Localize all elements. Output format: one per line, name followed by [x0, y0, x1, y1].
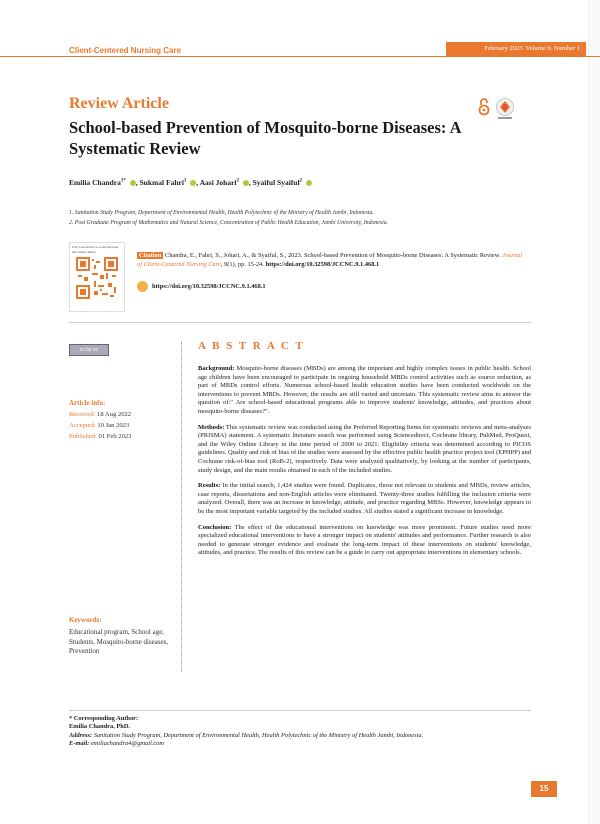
section-divider [69, 322, 531, 323]
doi-url[interactable]: https://doi.org/10.32598/JCCNC.9.1.468.1 [152, 282, 266, 290]
keywords-heading: Keywords: [69, 616, 102, 624]
page-edge [588, 0, 600, 824]
accepted-date: Accepted: 10 Jan 2023 [69, 422, 130, 429]
header-rule [0, 56, 600, 57]
affiliation: 2. Post Graduate Program of Mathematics and Natural Science, Concentration of Public Health Education, Jambi University, Indonesia. [69, 220, 389, 226]
qr-code-icon[interactable] [76, 257, 118, 299]
keywords-list: Educational program, School age, Students, Mosquito-borne diseases, Prevention [69, 628, 169, 655]
footer-divider [69, 710, 531, 711]
doi-line [137, 281, 266, 292]
author-name: Emilia Chandra [69, 178, 121, 187]
page-number: 15 [531, 781, 557, 797]
abstract-heading: A B S T R A C T [198, 340, 305, 352]
qr-caption: Use your device to scan and read the article online [72, 245, 119, 254]
doi-link[interactable]: https://doi.org/10.32598/JCCNC.9.1.468.1 [265, 260, 380, 268]
journal-name: Client-Centered Nursing Care [69, 46, 182, 55]
author-list: Emilia Chandra$^{1*}$ , Sukmal Fahri$^1$ , Aasi Johari$^2$ , Syaiful Syaiful$^2$ [69, 178, 312, 187]
abstract-methods: Methods: This systematic review was conducted using the Preferred Reporting Items for systematic reviews and meta-analyses (PRISMA) statement. A systematic literature search was performed using Sciencedirect, Cochrane library, PubMed, ProQuest, and the Wiley Online Library in the time period of 2000 to 2021. Eligibility criteria was determined according to PICOS guidelines. Quality and risk of bias of the studies were assessed by the effective public health practice project tool (EPHPP) and Cochrane risk-of-bias tool (RoB-2), respectively. Data were analyzed qualitatively, by looking at the number of participants, study design, and the main results obtained in each of the included studies. [198, 423, 531, 474]
received-date: Received: 18 Aug 2022 [69, 411, 132, 418]
column-divider [181, 342, 182, 672]
orcid-icon[interactable] [190, 180, 196, 186]
cc-by-nc-icon[interactable]: cc by nc [69, 344, 109, 356]
orcid-icon[interactable] [306, 180, 312, 186]
article-type: Review Article [69, 95, 169, 112]
article-title: School-based Prevention of Mosquito-borne Diseases: A Systematic Review [69, 118, 461, 158]
abstract-body [198, 365, 531, 565]
citation-block: Citation Chandra, E., Fahri, S., Johari, A., & Syaiful, S., 2023. School-based Prevention of Mosquito-borne Diseases: A Systematic Review. Journal of Client-Centered Nursing Care, 9(1), pp. 15-24. https://doi.org/10.32598/JCCNC.9.1.468.1 [137, 252, 523, 268]
orcid-icon[interactable] [243, 180, 249, 186]
abstract-results: Results: In the initial search, 1,424 studies were found. Duplicates, those not relevant to students and MBDs, review articles, case reports, dissertations and non-English articles were eliminated. Twenty-three studies fulfilling the inclusion criteria were analyzed. Overall, there was an increase in knowledge, attitude, and practice regarding MBSs. However, knowledge appears to be the most important variable targeted by the included studies. All studies stated a significant increase in knowledge. [198, 482, 531, 515]
affiliation: 1. Sanitation Study Program, Department of Environmental Health, Health Polytechnic of the Ministry of Health Jambi, Indonesia. [69, 210, 374, 216]
published-date: Published: 01 Feb 2023 [69, 433, 132, 440]
doi-icon [137, 281, 148, 292]
author-name: Sukmal Fahri [139, 178, 184, 187]
author-name: Syaiful Syaiful [252, 178, 300, 187]
abstract-background: Background: Mosquito-borne diseases (MBDs) are among the important and highly complex issues in public health. School age children have been encouraged to participate in ongoing household MBDs control activities such as source reduction, as part of MBDs control efforts. Numerous school-based health education studies have been conducted worldwide on the interventions to prevent MBDs. However, the results are still varied and uncertain. This systematic review aims to answer the question of:" Are school-based educational programs able to improve students' knowledge, attitudes, and practices about mosquito-borne diseases?". [198, 365, 531, 415]
email-link[interactable]: emiliachandra4@gmail.com [89, 740, 164, 748]
crossmark-icon[interactable] [494, 97, 516, 121]
open-access-icon[interactable] [478, 98, 490, 116]
author-name: Aasi Johari [199, 178, 237, 187]
article-info-heading: Article info: [69, 399, 106, 407]
orcid-icon[interactable] [130, 180, 136, 186]
abstract-conclusion: Conclusion: The effect of the educational interventions on knowledge was more prominent. Future studies need more specialized educational interventions to have a stronger impact on students' attitudes and performance. Further research is also needed to generate stronger evidence and evaluate the long-term impact of these interventions on students' knowledge, attitudes, and practice. The results of this review can be a guide to carry out appropriate interventions in elementary schools. [198, 523, 531, 557]
issue-label: February 2023. Volume 9. Number 1 [446, 42, 586, 56]
citation-label: Citation [139, 252, 162, 259]
corresponding-author: * Corresponding Author: Emilia Chandra, PhD. Address: Sanitation Study Program, Department of Environmental Health, Health Polytechnic of the Ministry of Health Jambi, Indonesia. E-mail: emiliachandra4@gmail.com [69, 715, 424, 748]
journal-link[interactable]: Journal of Client-Centered Nursing Care [137, 252, 523, 268]
